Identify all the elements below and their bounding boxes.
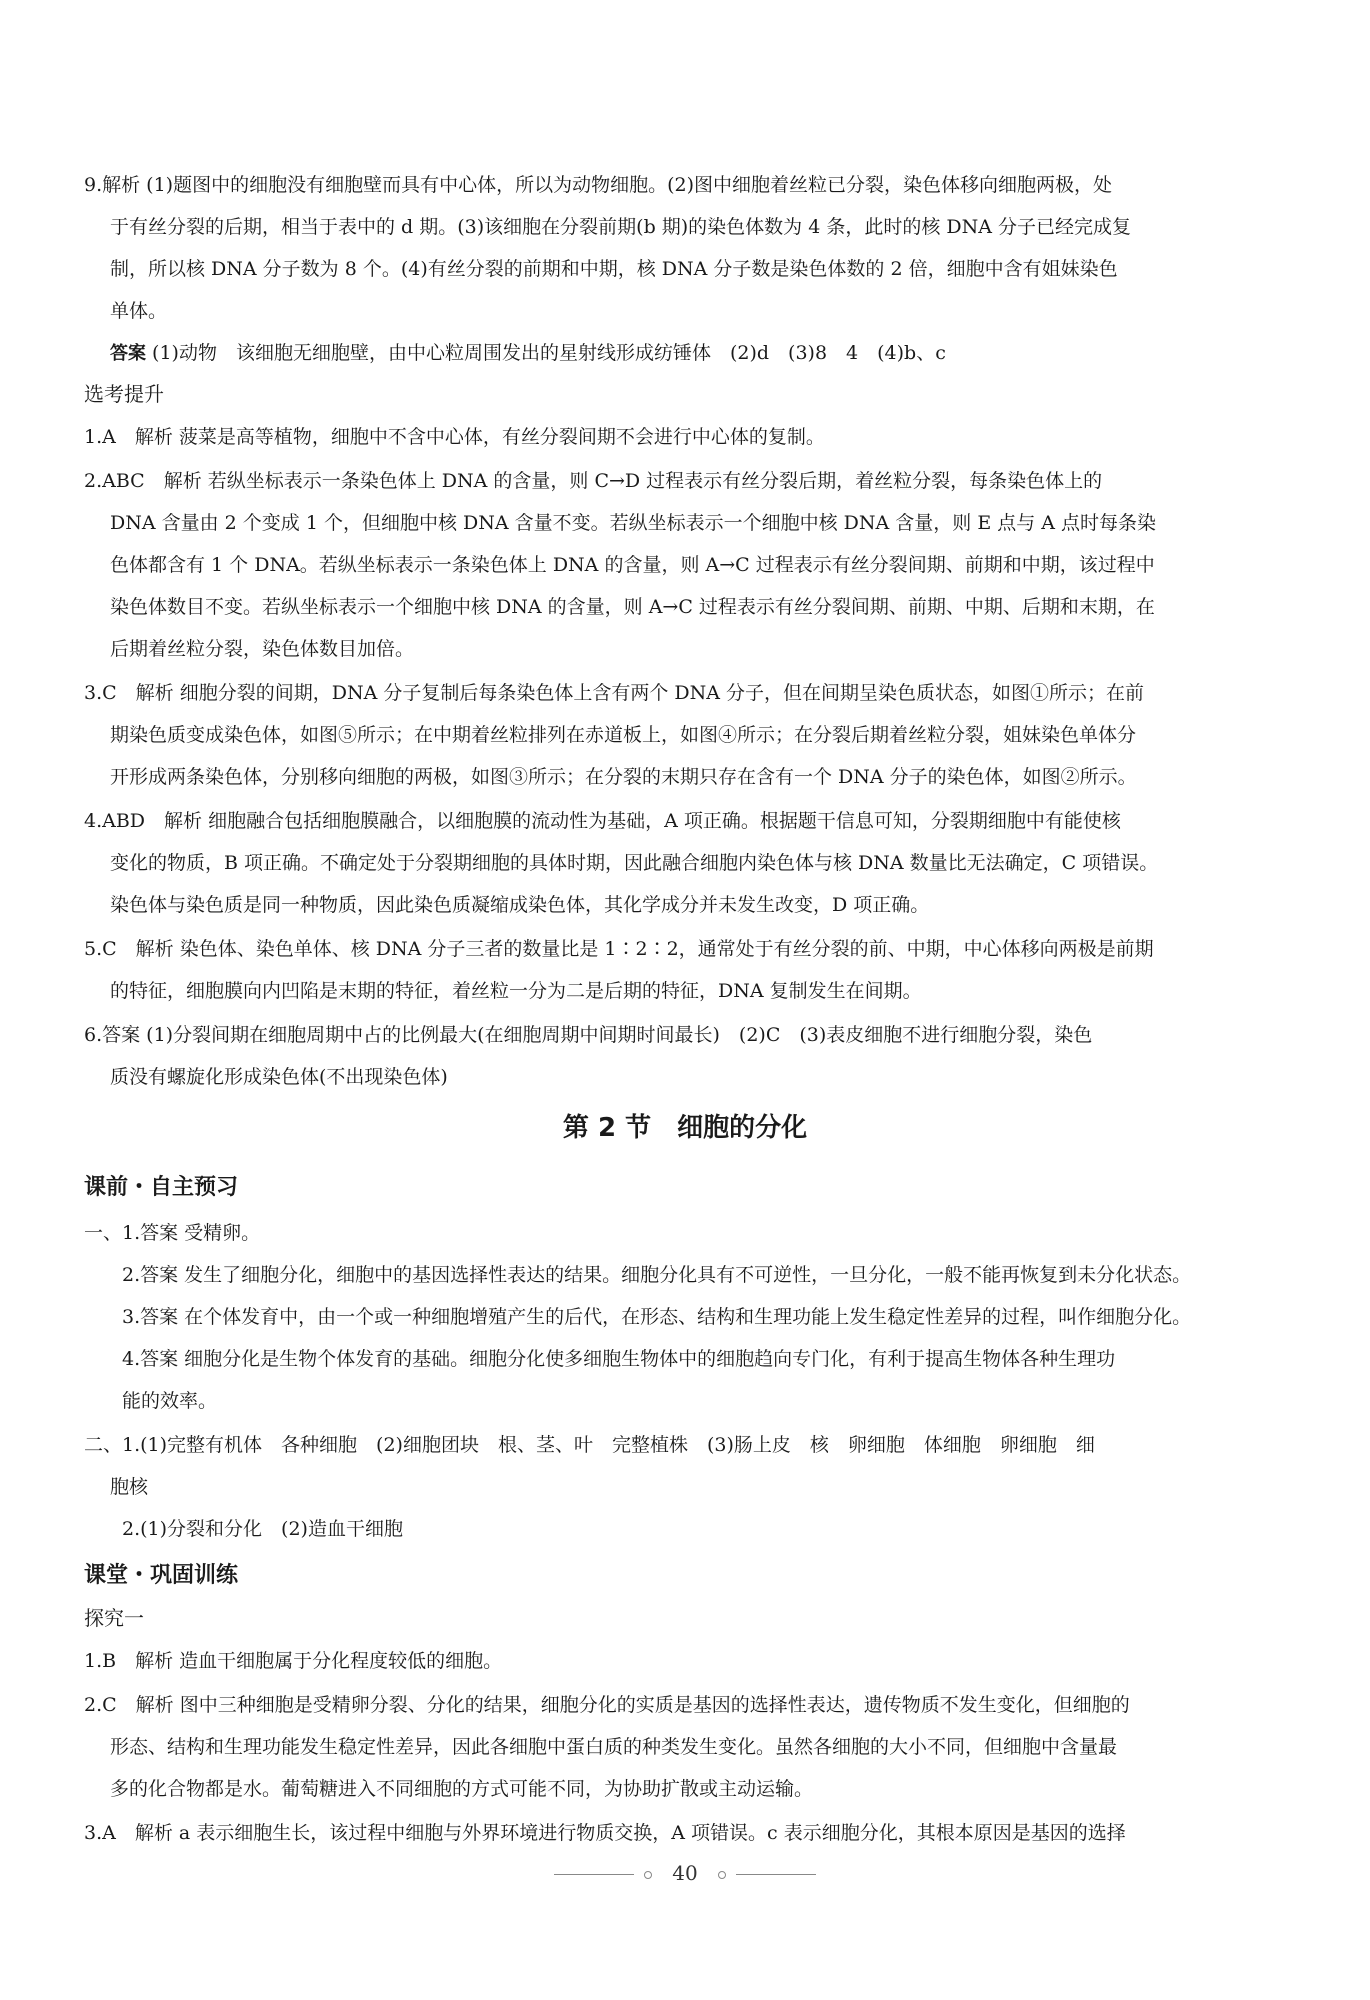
xk3-line-3: 开形成两条染色体，分别移向细胞的两极，如图③所示；在分裂的末期只存在含有一个 DNA 分子的染色体，如图②所示。 bbox=[110, 766, 1137, 788]
xk1-line-1: 1.A 解析 菠菜是高等植物，细胞中不含中心体，有丝分裂间期不会进行中心体的复制。 bbox=[84, 426, 825, 448]
q9-line-2: 于有丝分裂的后期，相当于表中的 d 期。(3)该细胞在分裂前期(b 期)的染色体数为 4 条，此时的核 DNA 分子已经完成复 bbox=[110, 216, 1132, 238]
page-number: 40 bbox=[672, 1861, 698, 1885]
page-footer bbox=[0, 1858, 1370, 1888]
xk2-line-1: 2.ABC 解析 若纵坐标表示一条染色体上 DNA 的含量，则 C→D 过程表示有丝分裂后期，着丝粒分裂，每条染色体上的 bbox=[84, 470, 1103, 492]
xk6-line-2: 质没有螺旋化形成染色体(不出现染色体) bbox=[110, 1066, 448, 1088]
ktgg-subheading: 探究一 bbox=[84, 1606, 144, 1630]
xk4-line-2: 变化的物质，B 项正确。不确定处于分裂期细胞的具体时期，因此融合细胞内染色体与核 DNA 数量比无法确定，C 项错误。 bbox=[110, 852, 1159, 874]
section-title: 第 2 节 细胞的分化 bbox=[562, 1113, 808, 1143]
xk6-line-1: 6.答案 (1)分裂间期在细胞周期中占的比例最大(在细胞周期中间期时间最长) (2)C (3)表皮细胞不进行细胞分裂，染色 bbox=[84, 1024, 1093, 1046]
kqzz-line-6: 二、1.(1)完整有机体 各种细胞 (2)细胞团块 根、茎、叶 完整植株 (3)肠上皮 核 卵细胞 体细胞 卵细胞 细 bbox=[84, 1434, 1095, 1456]
kqzz-line-5: 能的效率。 bbox=[122, 1390, 218, 1412]
kqzz-line-2: 2.答案 发生了细胞分化，细胞中的基因选择性表达的结果。细胞分化具有不可逆性，一旦分化，一般不能再恢复到未分化状态。 bbox=[122, 1264, 1192, 1286]
xk5-line-2: 的特征，细胞膜向内凹陷是末期的特征，着丝粒一分为二是后期的特征，DNA 复制发生在间期。 bbox=[110, 980, 922, 1002]
q9-answer bbox=[110, 332, 1310, 375]
xk2-line-3: 色体都含有 1 个 DNA。若纵坐标表示一条染色体上 DNA 的含量，则 A→C 过程表示有丝分裂间期、前期和中期，该过程中 bbox=[110, 554, 1155, 576]
xk4-line-1: 4.ABD 解析 细胞融合包括细胞膜融合，以细胞膜的流动性为基础，A 项正确。根据题干信息可知，分裂期细胞中有能使核 bbox=[84, 810, 1121, 832]
ktgg-heading: 课堂・巩固训练 bbox=[84, 1563, 239, 1588]
kqzz-line-4: 4.答案 细胞分化是生物个体发育的基础。细胞分化使多细胞生物体中的细胞趋向专门化，有利于提高生物体各种生理功 bbox=[122, 1348, 1116, 1370]
ktgg-line-3: 形态、结构和生理功能发生稳定性差异，因此各细胞中蛋白质的种类发生变化。虽然各细胞的大小不同，但细胞中含量最 bbox=[110, 1736, 1118, 1758]
xuankao-heading: 选考提升 bbox=[84, 382, 164, 406]
xk4-line-3: 染色体与染色质是同一种物质，因此染色质凝缩成染色体，其化学成分并未发生改变，D 项正确。 bbox=[110, 894, 930, 916]
answer-text: (1)动物 该细胞无细胞壁，由中心粒周围发出的星射线形成纺锤体 (2)d (3)8 4 (4)b、c bbox=[146, 342, 946, 364]
answer-label: 答案 bbox=[110, 343, 146, 364]
xk2-line-5: 后期着丝粒分裂，染色体数目加倍。 bbox=[110, 638, 415, 660]
kqzz-line-8: 2.(1)分裂和分化 (2)造血干细胞 bbox=[122, 1518, 403, 1540]
ktgg-line-2: 2.C 解析 图中三种细胞是受精卵分裂、分化的结果，细胞分化的实质是基因的选择性表达，遗传物质不发生变化，但细胞的 bbox=[84, 1694, 1130, 1716]
xk3-line-2: 期染色质变成染色体，如图⑤所示；在中期着丝粒排列在赤道板上，如图④所示；在分裂后期着丝粒分裂，姐妹染色单体分 bbox=[110, 724, 1137, 746]
kqzz-line-3: 3.答案 在个体发育中，由一个或一种细胞增殖产生的后代，在形态、结构和生理功能上发生稳定性差异的过程，叫作细胞分化。 bbox=[122, 1306, 1192, 1328]
ktgg-line-5: 3.A 解析 a 表示细胞生长，该过程中细胞与外界环境进行物质交换，A 项错误。c 表示细胞分化，其根本原因是基因的选择 bbox=[84, 1822, 1126, 1844]
footer-rule-left bbox=[554, 1874, 634, 1875]
kqzz-heading: 课前・自主预习 bbox=[84, 1175, 239, 1200]
footer-dot-right-icon bbox=[718, 1871, 726, 1879]
ktgg-line-4: 多的化合物都是水。葡萄糖进入不同细胞的方式可能不同，为协助扩散或主动运输。 bbox=[110, 1778, 814, 1800]
footer-dot-left-icon bbox=[644, 1871, 652, 1879]
xk5-line-1: 5.C 解析 染色体、染色单体、核 DNA 分子三者的数量比是 1∶2∶2，通常处于有丝分裂的前、中期，中心体移向两极是前期 bbox=[84, 938, 1154, 960]
q9-line-1: 9.解析 (1)题图中的细胞没有细胞壁而具有中心体，所以为动物细胞。(2)图中细胞着丝粒已分裂，染色体移向细胞两极，处 bbox=[84, 174, 1112, 196]
xk2-line-2: DNA 含量由 2 个变成 1 个，但细胞中核 DNA 含量不变。若纵坐标表示一个细胞中核 DNA 含量，则 E 点与 A 点时每条染 bbox=[110, 512, 1157, 534]
kqzz-line-7: 胞核 bbox=[110, 1476, 149, 1498]
kqzz-line-1: 一、1.答案 受精卵。 bbox=[84, 1222, 261, 1244]
xk2-line-4: 染色体数目不变。若纵坐标表示一个细胞中核 DNA 的含量，则 A→C 过程表示有丝分裂间期、前期、中期、后期和末期，在 bbox=[110, 596, 1155, 618]
footer-rule-right bbox=[736, 1874, 816, 1875]
q9-line-4: 单体。 bbox=[110, 300, 168, 322]
ktgg-line-1: 1.B 解析 造血干细胞属于分化程度较低的细胞。 bbox=[84, 1650, 503, 1672]
q9-line-3: 制，所以核 DNA 分子数为 8 个。(4)有丝分裂的前期和中期，核 DNA 分子数是染色体数的 2 倍，细胞中含有姐妹染色 bbox=[110, 258, 1118, 280]
xk3-line-1: 3.C 解析 细胞分裂的间期，DNA 分子复制后每条染色体上含有两个 DNA 分子，但在间期呈染色质状态，如图①所示；在前 bbox=[84, 682, 1144, 704]
